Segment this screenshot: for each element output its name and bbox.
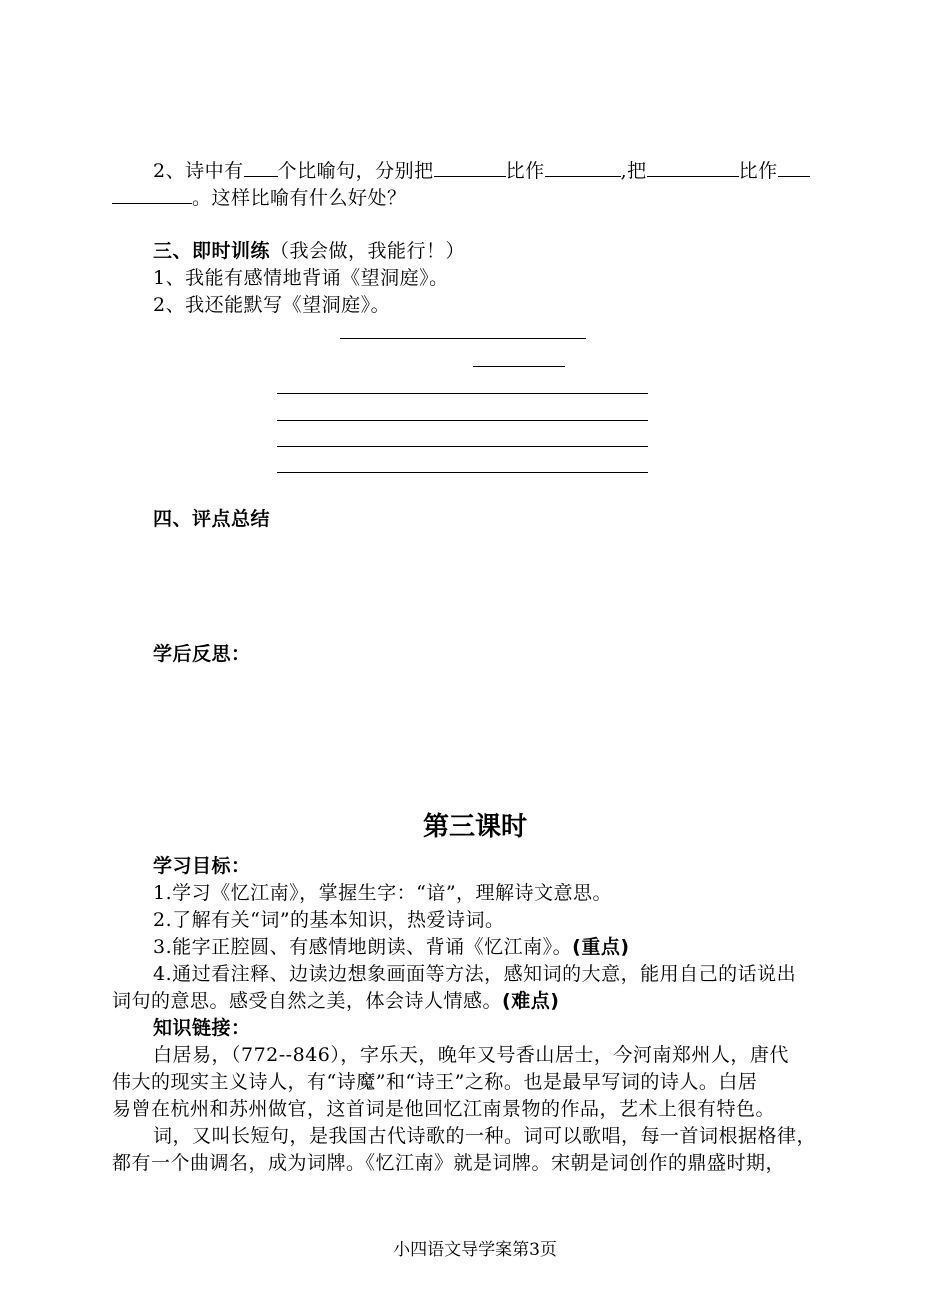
lesson-3-title: 第三课时 (422, 812, 527, 842)
blank-object-1[interactable] (545, 158, 621, 177)
question-2-line1: 2、诗中有 个比喻句，分别把 比作 ,把 比作 (153, 158, 810, 184)
goal-4-line2: 词句的意思。感受自然之美，体会诗人情感。(难点) (112, 990, 560, 1012)
key-point-tag: (重点) (572, 936, 630, 958)
paragraph-1-line3: 易曾在杭州和苏州做官，这首词是他回忆江南景物的作品，艺术上很有特色。 (112, 1098, 776, 1120)
blank-subject-2[interactable] (647, 158, 739, 177)
blank-subject-1[interactable] (434, 158, 506, 177)
page-footer: 小四语文导学案第3页 (393, 1240, 557, 1260)
writing-line-1[interactable] (277, 393, 648, 394)
difficult-point-tag: (难点) (502, 990, 560, 1012)
section-3-item-2: 2、我还能默写《望洞庭》。 (153, 294, 391, 316)
paragraph-2-line1: 词，又叫长短句，是我国古代诗歌的一种。词可以歌唱，每一首词根据格律， (153, 1125, 817, 1147)
goal-2: 2.了解有关“词”的基本知识，热爱诗词。 (153, 909, 505, 931)
paragraph-1-line1: 白居易，（772--846），字乐天，晚年又号香山居士，今河南郑州人，唐代 (153, 1044, 789, 1066)
section-4-heading: 四、评点总结 (153, 508, 271, 530)
section-3-heading: 三、即时训练（我会做，我能行！） (153, 240, 466, 262)
question-2-line2: 。这样比喻有什么好处？ (112, 185, 407, 211)
goal-4-line1: 4.通过看注释、边读边想象画面等方法，感知词的大意，能用自己的话说出 (153, 963, 797, 985)
paragraph-2-line2: 都有一个曲调名，成为词牌。《忆江南》就是词牌。宋朝是词创作的鼎盛时期， (112, 1152, 786, 1174)
blank-object-2a[interactable] (778, 158, 810, 177)
goals-heading: 学习目标： (153, 855, 251, 877)
knowledge-heading: 知识链接： (153, 1017, 251, 1039)
writing-line-4[interactable] (277, 472, 648, 473)
paragraph-1-line2: 伟大的现实主义诗人，有“诗魔”和“诗王”之称。也是最早写词的诗人。白居 (112, 1071, 758, 1093)
blank-object-2b[interactable] (112, 185, 192, 204)
reflection-heading: 学后反思： (153, 643, 251, 665)
writing-line-title[interactable] (340, 338, 586, 339)
section-3-item-1: 1、我能有感情地背诵《望洞庭》。 (153, 267, 449, 289)
writing-line-3[interactable] (277, 446, 648, 447)
blank-count[interactable] (244, 158, 278, 177)
goal-1: 1.学习《忆江南》，掌握生字：“谙”，理解诗文意思。 (153, 882, 613, 904)
writing-line-author[interactable] (473, 366, 565, 367)
goal-3: 3.能字正腔圆、有感情地朗读、背诵《忆江南》。(重点) (153, 936, 630, 958)
writing-line-2[interactable] (277, 420, 648, 421)
